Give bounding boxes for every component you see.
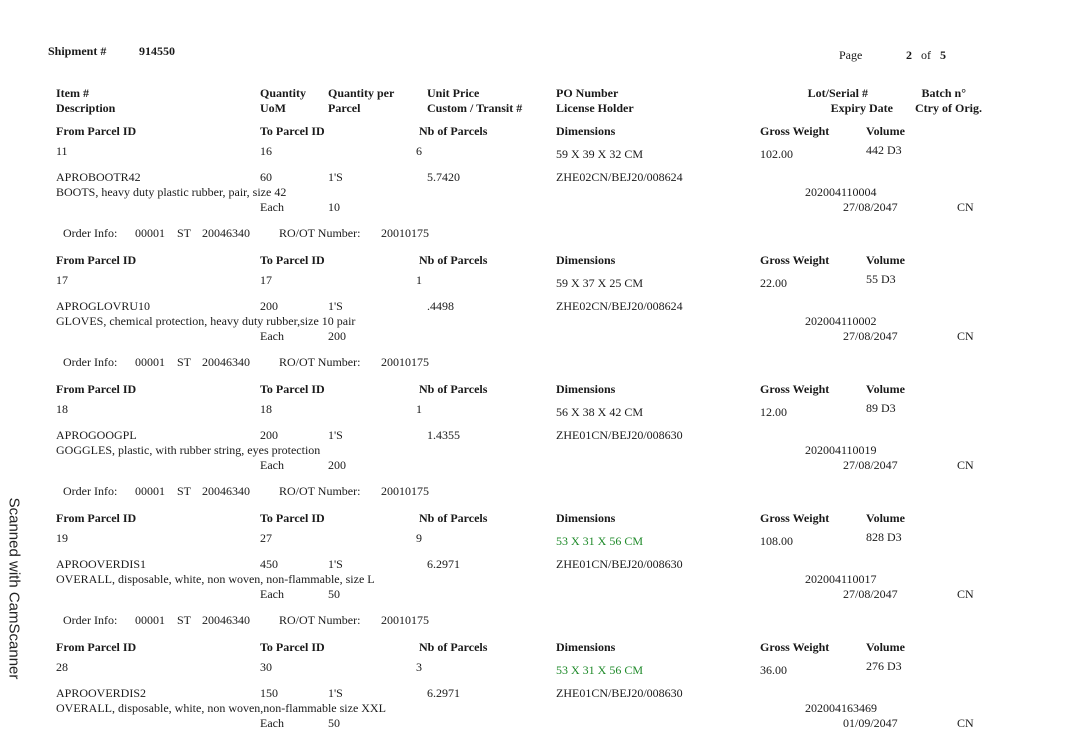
nb-parcels-label: Nb of Parcels xyxy=(419,511,488,525)
nb-parcels-label: Nb of Parcels xyxy=(419,124,488,138)
quantity: 150 xyxy=(260,686,278,700)
parcel-count: 200 xyxy=(328,329,346,343)
dimensions-label: Dimensions xyxy=(556,124,616,138)
col-custom-transit: Custom / Transit # xyxy=(427,101,523,115)
camscanner-watermark: Scanned with CamScanner xyxy=(5,497,23,680)
expiry-date: 27/08/2047 xyxy=(843,329,898,343)
item-description: OVERALL, disposable, white, non woven,non-flammable size XXL xyxy=(56,701,386,715)
gross-weight-label: Gross Weight xyxy=(760,511,830,525)
from-parcel-value: 28 xyxy=(56,660,68,674)
quantity: 450 xyxy=(260,557,278,571)
roiot-label: RO/OT Number: xyxy=(279,613,361,627)
unit-price: .4498 xyxy=(427,299,454,313)
lot-serial: 202004110017 xyxy=(805,572,877,586)
item-number: APROBOOTR42 xyxy=(56,170,141,184)
from-parcel-value: 18 xyxy=(56,402,68,416)
page-label: Page xyxy=(839,48,863,62)
order-line: 00001 xyxy=(135,355,165,369)
dimensions-label: Dimensions xyxy=(556,253,616,267)
volume-label: Volume xyxy=(866,124,905,138)
order-info-label: Order Info: xyxy=(63,613,118,627)
po-number: ZHE01CN/BEJ20/008630 xyxy=(556,428,683,442)
from-parcel-label: From Parcel ID xyxy=(56,253,137,267)
dimensions-value: 59 X 39 X 32 CM xyxy=(556,147,644,161)
order-type: ST xyxy=(177,355,192,369)
order-number: 20046340 xyxy=(202,355,250,369)
po-number: ZHE01CN/BEJ20/008630 xyxy=(556,686,683,700)
col-quantity: Quantity xyxy=(260,86,307,100)
col-unit-price: Unit Price xyxy=(427,86,480,100)
item-description: BOOTS, heavy duty plastic rubber, pair, size 42 xyxy=(56,185,287,199)
quantity: 200 xyxy=(260,299,278,313)
from-parcel-value: 11 xyxy=(56,144,68,158)
uom: Each xyxy=(260,587,284,601)
dimensions-value: 56 X 38 X 42 CM xyxy=(556,405,644,419)
shipment-label: Shipment # xyxy=(48,44,107,58)
uom: Each xyxy=(260,329,284,343)
nb-parcels-value: 1 xyxy=(416,273,422,287)
from-parcel-value: 19 xyxy=(56,531,68,545)
expiry-date: 27/08/2047 xyxy=(843,587,898,601)
parcel-count: 50 xyxy=(328,716,340,730)
unit-price: 6.2971 xyxy=(427,557,460,571)
gross-weight-value: 12.00 xyxy=(760,405,787,419)
order-type: ST xyxy=(177,226,192,240)
unit-price: 1.4355 xyxy=(427,428,460,442)
col-expiry-date: Expiry Date xyxy=(830,101,893,115)
shipment-entry xyxy=(0,640,1080,750)
gross-weight-label: Gross Weight xyxy=(760,124,830,138)
col-qty-per-parcel: Quantity per xyxy=(328,86,395,100)
roiot-number: 20010175 xyxy=(381,484,429,498)
dimensions-label: Dimensions xyxy=(556,640,616,654)
roiot-number: 20010175 xyxy=(381,226,429,240)
roiot-number: 20010175 xyxy=(381,355,429,369)
to-parcel-value: 30 xyxy=(260,660,272,674)
quantity: 60 xyxy=(260,170,272,184)
nb-parcels-label: Nb of Parcels xyxy=(419,253,488,267)
order-type: ST xyxy=(177,613,192,627)
item-number: APROGOOGPL xyxy=(56,428,137,442)
item-description: OVERALL, disposable, white, non woven, non-flammable, size L xyxy=(56,572,375,586)
from-parcel-label: From Parcel ID xyxy=(56,640,137,654)
order-info-label: Order Info: xyxy=(63,226,118,240)
unit-price: 5.7420 xyxy=(427,170,460,184)
volume-label: Volume xyxy=(866,382,905,396)
roiot-label: RO/OT Number: xyxy=(279,226,361,240)
col-description: Description xyxy=(56,101,116,115)
gross-weight-value: 102.00 xyxy=(760,147,793,161)
shipment-number: 914550 xyxy=(139,44,175,58)
nb-parcels-value: 1 xyxy=(416,402,422,416)
uom: Each xyxy=(260,716,284,730)
item-description: GLOVES, chemical protection, heavy duty rubber,size 10 pair xyxy=(56,314,356,328)
lot-serial: 202004110002 xyxy=(805,314,877,328)
from-parcel-value: 17 xyxy=(56,273,68,287)
item-number: APROGLOVRU10 xyxy=(56,299,151,313)
uom: Each xyxy=(260,458,284,472)
expiry-date: 27/08/2047 xyxy=(843,200,898,214)
nb-parcels-label: Nb of Parcels xyxy=(419,382,488,396)
order-line: 00001 xyxy=(135,226,165,240)
item-number: APROOVERDIS1 xyxy=(56,557,147,571)
quantity-per-parcel: 1'S xyxy=(328,428,343,442)
volume-label: Volume xyxy=(866,253,905,267)
order-type: ST xyxy=(177,484,192,498)
volume-value: 276 D3 xyxy=(866,659,902,673)
nb-parcels-value: 9 xyxy=(416,531,422,545)
roiot-label: RO/OT Number: xyxy=(279,484,361,498)
shipment-entry xyxy=(0,511,1080,640)
roiot-label: RO/OT Number: xyxy=(279,355,361,369)
col-parcel: Parcel xyxy=(328,101,361,115)
country-of-origin: CN xyxy=(957,716,974,730)
nb-parcels-label: Nb of Parcels xyxy=(419,640,488,654)
volume-value: 89 D3 xyxy=(866,401,896,415)
expiry-date: 27/08/2047 xyxy=(843,458,898,472)
col-lot-serial: Lot/Serial # xyxy=(807,86,868,100)
po-number: ZHE02CN/BEJ20/008624 xyxy=(556,299,683,313)
volume-value: 55 D3 xyxy=(866,272,896,286)
order-line: 00001 xyxy=(135,484,165,498)
to-parcel-label: To Parcel ID xyxy=(260,382,325,396)
expiry-date: 01/09/2047 xyxy=(843,716,898,730)
col-po-number: PO Number xyxy=(556,86,619,100)
volume-label: Volume xyxy=(866,511,905,525)
page-total: 5 xyxy=(940,48,946,62)
dimensions-value: 53 X 31 X 56 CM xyxy=(556,663,644,677)
country-of-origin: CN xyxy=(957,587,974,601)
nb-parcels-value: 3 xyxy=(416,660,422,674)
po-number: ZHE01CN/BEJ20/008630 xyxy=(556,557,683,571)
page-current: 2 xyxy=(906,48,912,62)
volume-value: 442 D3 xyxy=(866,143,902,157)
order-number: 20046340 xyxy=(202,484,250,498)
from-parcel-label: From Parcel ID xyxy=(56,382,137,396)
country-of-origin: CN xyxy=(957,329,974,343)
shipment-entry xyxy=(0,124,1080,253)
page-of-label: of xyxy=(921,48,931,62)
col-uom: UoM xyxy=(260,101,286,115)
gross-weight-value: 108.00 xyxy=(760,534,793,548)
dimensions-label: Dimensions xyxy=(556,511,616,525)
shipment-entry xyxy=(0,382,1080,511)
to-parcel-label: To Parcel ID xyxy=(260,511,325,525)
to-parcel-label: To Parcel ID xyxy=(260,124,325,138)
gross-weight-value: 22.00 xyxy=(760,276,787,290)
quantity-per-parcel: 1'S xyxy=(328,299,343,313)
lot-serial: 202004163469 xyxy=(805,701,877,715)
dimensions-label: Dimensions xyxy=(556,382,616,396)
country-of-origin: CN xyxy=(957,200,974,214)
uom: Each xyxy=(260,200,284,214)
parcel-count: 200 xyxy=(328,458,346,472)
col-license-holder: License Holder xyxy=(556,101,634,115)
roiot-number: 20010175 xyxy=(381,613,429,627)
order-number: 20046340 xyxy=(202,226,250,240)
parcel-count: 10 xyxy=(328,200,340,214)
order-line: 00001 xyxy=(135,613,165,627)
gross-weight-label: Gross Weight xyxy=(760,382,830,396)
to-parcel-value: 18 xyxy=(260,402,272,416)
to-parcel-value: 16 xyxy=(260,144,272,158)
from-parcel-label: From Parcel ID xyxy=(56,124,137,138)
lot-serial: 202004110004 xyxy=(805,185,877,199)
volume-value: 828 D3 xyxy=(866,530,902,544)
lot-serial: 202004110019 xyxy=(805,443,877,457)
order-info-label: Order Info: xyxy=(63,484,118,498)
gross-weight-value: 36.00 xyxy=(760,663,787,677)
dimensions-value: 59 X 37 X 25 CM xyxy=(556,276,644,290)
country-of-origin: CN xyxy=(957,458,974,472)
to-parcel-value: 27 xyxy=(260,531,272,545)
gross-weight-label: Gross Weight xyxy=(760,253,830,267)
item-number: APROOVERDIS2 xyxy=(56,686,147,700)
po-number: ZHE02CN/BEJ20/008624 xyxy=(556,170,683,184)
volume-label: Volume xyxy=(866,640,905,654)
item-description: GOGGLES, plastic, with rubber string, eyes protection xyxy=(56,443,321,457)
unit-price: 6.2971 xyxy=(427,686,460,700)
col-item-no: Item # xyxy=(56,86,89,100)
parcel-count: 50 xyxy=(328,587,340,601)
to-parcel-label: To Parcel ID xyxy=(260,640,325,654)
col-batch-no: Batch n° xyxy=(921,86,966,100)
gross-weight-label: Gross Weight xyxy=(760,640,830,654)
from-parcel-label: From Parcel ID xyxy=(56,511,137,525)
quantity: 200 xyxy=(260,428,278,442)
quantity-per-parcel: 1'S xyxy=(328,686,343,700)
order-info-label: Order Info: xyxy=(63,355,118,369)
to-parcel-value: 17 xyxy=(260,273,272,287)
col-ctry-orig: Ctry of Orig. xyxy=(915,101,982,115)
nb-parcels-value: 6 xyxy=(416,144,422,158)
to-parcel-label: To Parcel ID xyxy=(260,253,325,267)
shipment-entry xyxy=(0,253,1080,382)
dimensions-value: 53 X 31 X 56 CM xyxy=(556,534,644,548)
quantity-per-parcel: 1'S xyxy=(328,557,343,571)
order-number: 20046340 xyxy=(202,613,250,627)
quantity-per-parcel: 1'S xyxy=(328,170,343,184)
